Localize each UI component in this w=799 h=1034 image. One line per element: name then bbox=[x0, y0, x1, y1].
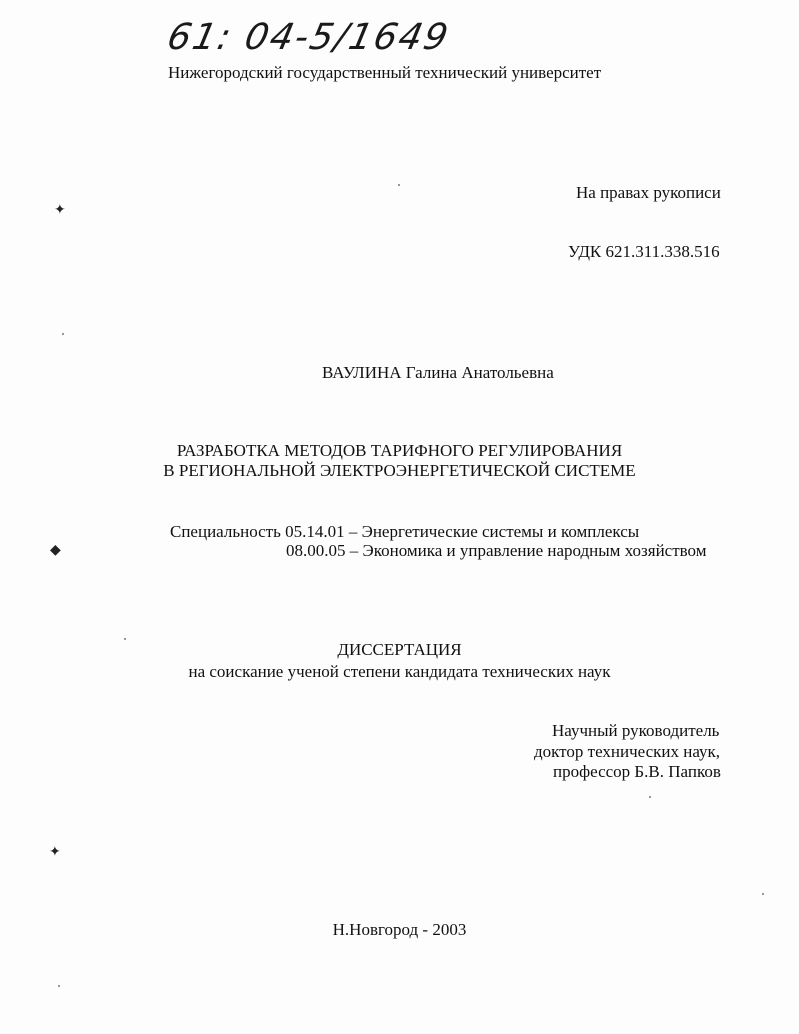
scan-speck bbox=[58, 985, 60, 987]
advisor-degree: доктор технических наук, bbox=[534, 742, 721, 761]
advisor-title: Научный руководитель bbox=[552, 721, 720, 740]
handwritten-archive-number: 61: 04-5/1649 bbox=[163, 17, 454, 58]
scan-speck bbox=[62, 333, 64, 335]
scan-speck bbox=[762, 893, 764, 895]
advisor-name: профессор Б.В. Папков bbox=[553, 762, 721, 781]
document-type: ДИССЕРТАЦИЯ bbox=[337, 640, 462, 659]
scan-punch-mark-icon: ◆ bbox=[50, 542, 61, 558]
title-line-2: В РЕГИОНАЛЬНОЙ ЭЛЕКТРОЭНЕРГЕТИЧЕСКОЙ СИСТЕМЕ bbox=[163, 461, 636, 480]
scan-speck bbox=[398, 184, 400, 186]
degree-line: на соискание ученой степени кандидата технических наук bbox=[188, 662, 611, 681]
specialty-line-2: 08.00.05 – Экономика и управление народным хозяйством bbox=[286, 541, 707, 560]
scan-punch-mark-icon: ✦ bbox=[54, 202, 66, 218]
place-year: Н.Новгород - 2003 bbox=[332, 920, 467, 939]
udk-code: УДК 621.311.338.516 bbox=[568, 242, 720, 261]
scan-punch-mark-icon: ✦ bbox=[49, 844, 61, 860]
university-name: Нижегородский государственный технический университет bbox=[168, 63, 602, 82]
title-line-1: РАЗРАБОТКА МЕТОДОВ ТАРИФНОГО РЕГУЛИРОВАНИЯ bbox=[176, 441, 623, 460]
scan-speck bbox=[124, 638, 126, 640]
specialty-line-1: Специальность 05.14.01 – Энергетические системы и комплексы bbox=[170, 522, 640, 541]
author-name: ВАУЛИНА Галина Анатольевна bbox=[322, 363, 554, 382]
scan-speck bbox=[649, 796, 651, 798]
rights-notice: На правах рукописи bbox=[576, 183, 721, 202]
